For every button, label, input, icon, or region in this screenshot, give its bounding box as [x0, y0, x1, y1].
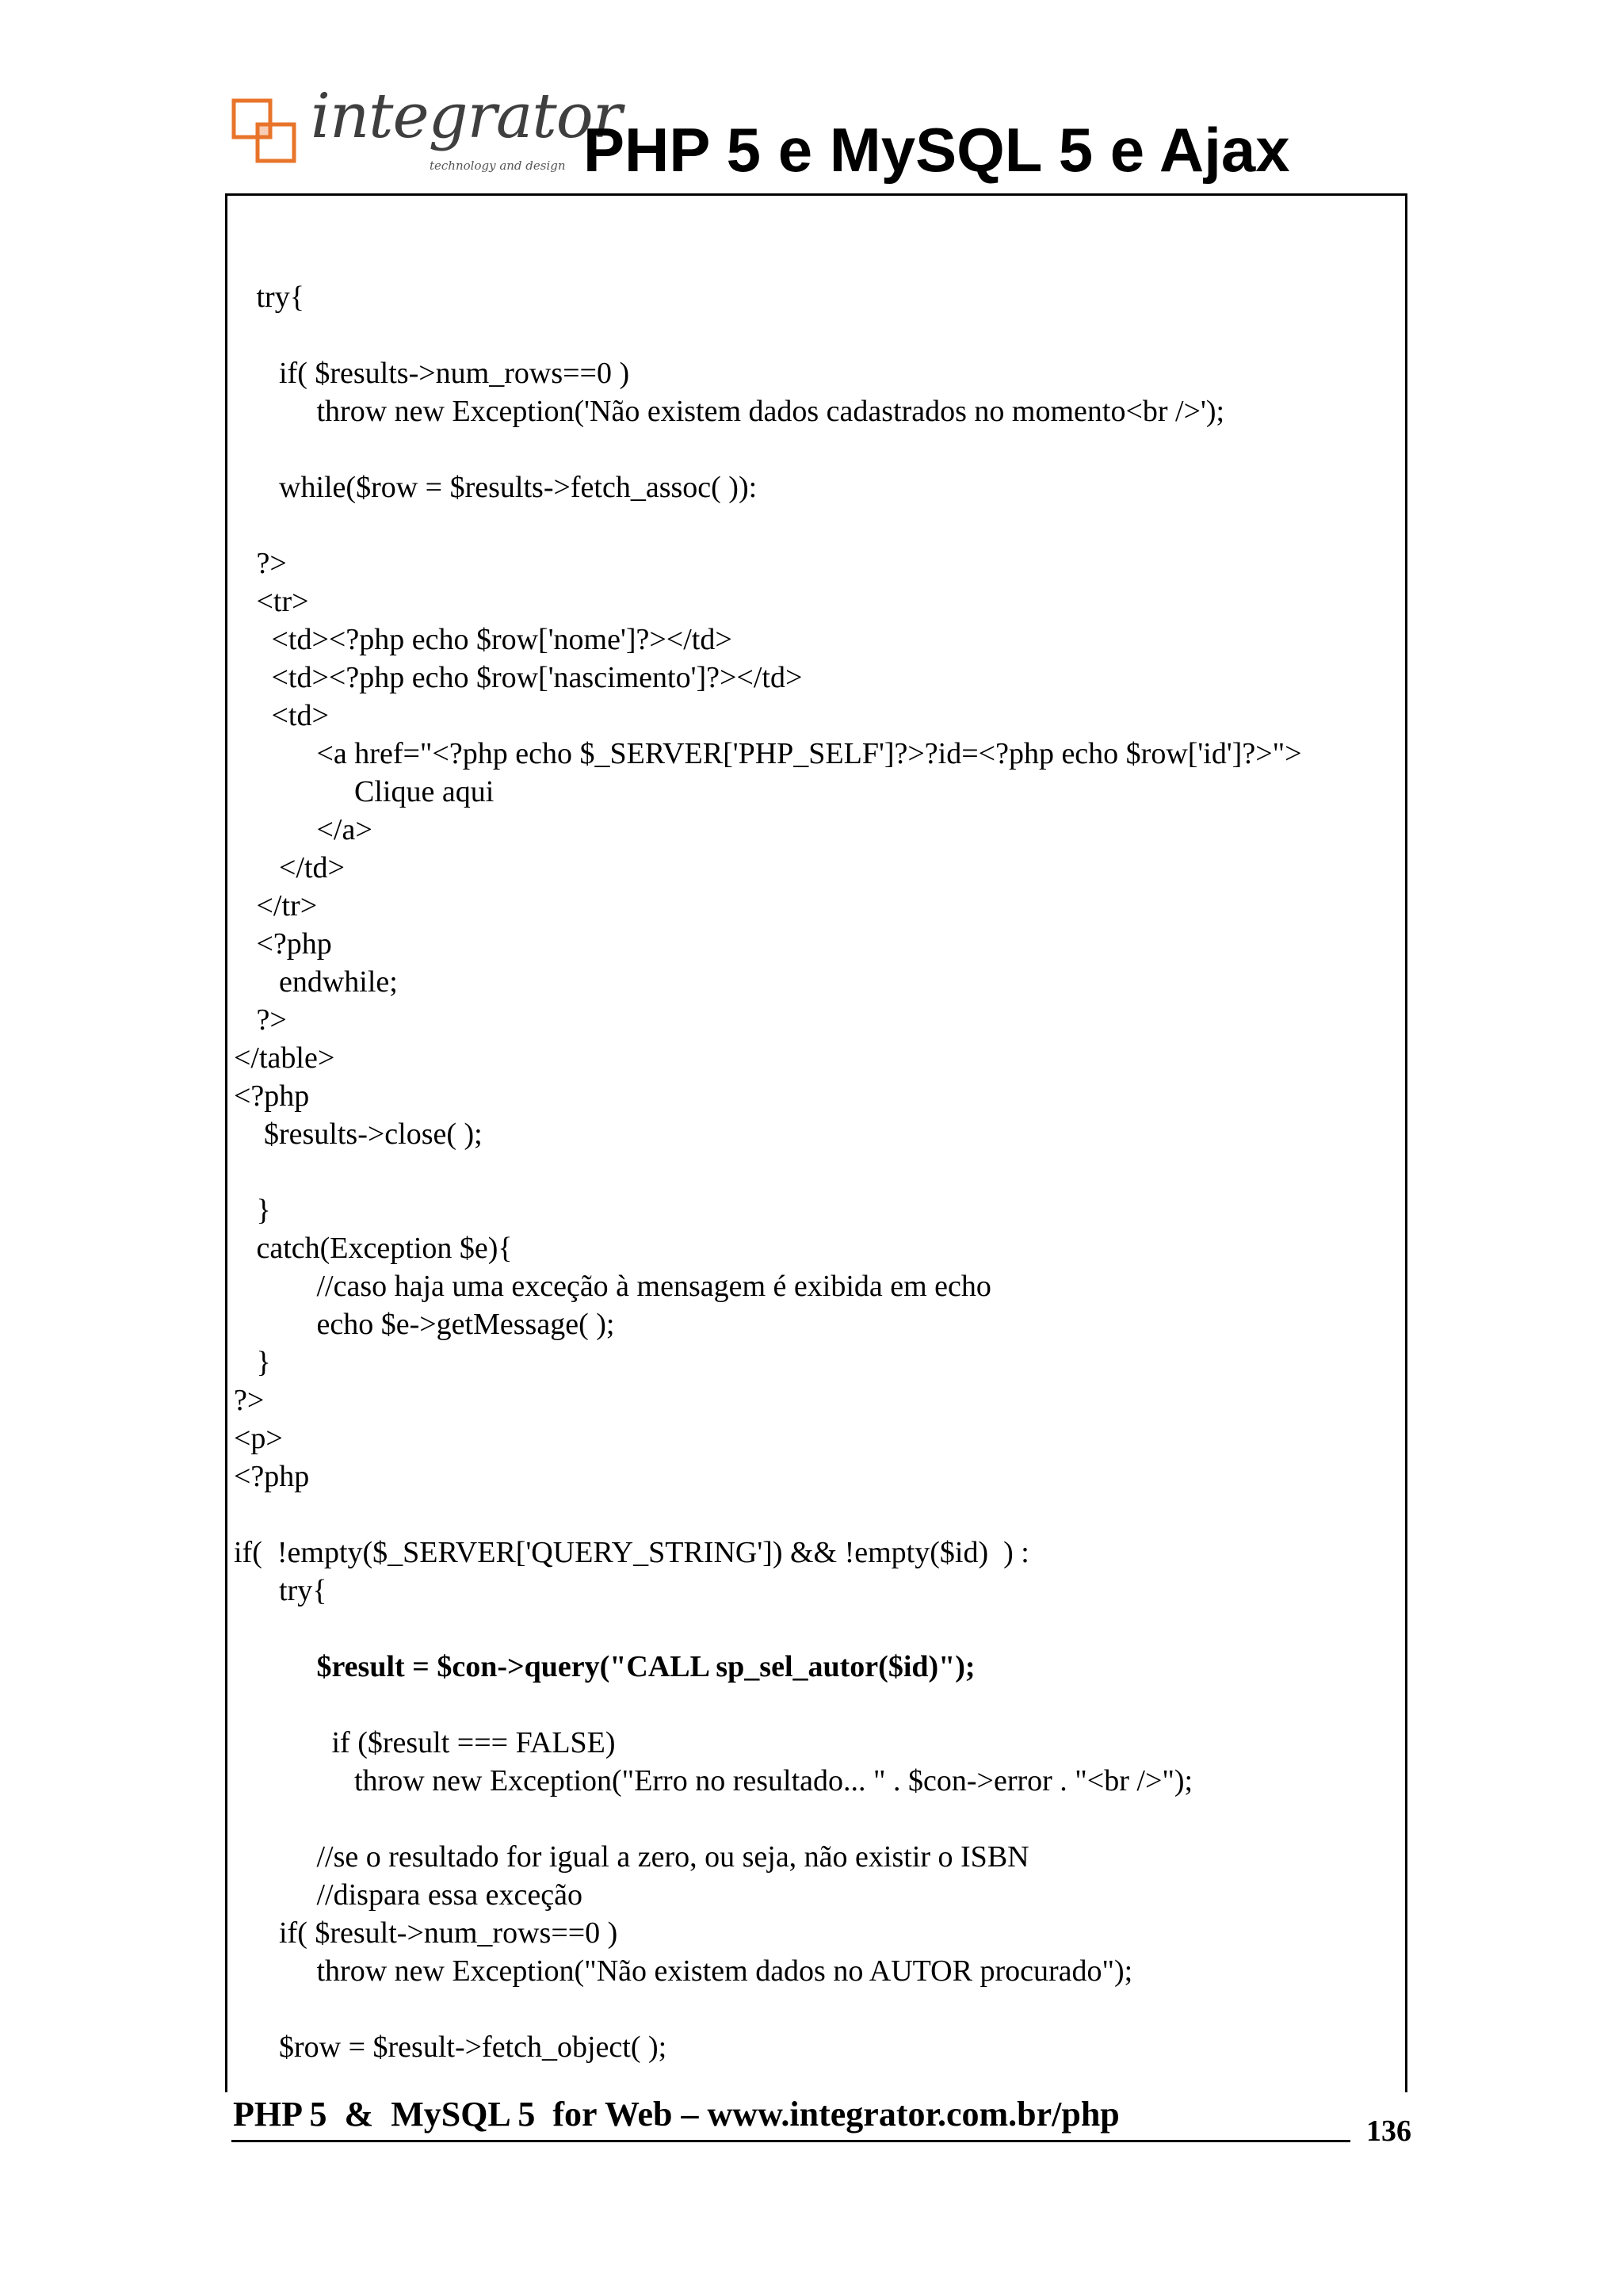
- logo-squares-icon: [231, 98, 298, 165]
- code-line: //se o resultado for igual a zero, ou seja, não existir o ISBN: [234, 1840, 1029, 1874]
- code-line: if( $result->num_rows==0 ): [234, 1916, 618, 1950]
- code-line: while($row = $results->fetch_assoc( )):: [234, 471, 758, 504]
- code-line: Clique aqui: [234, 775, 495, 808]
- code-line: catch(Exception $e){: [234, 1232, 513, 1265]
- code-line: [234, 430, 1384, 468]
- code-line: </table>: [234, 1041, 335, 1075]
- code-line: <a href="<?php echo $_SERVER['PHP_SELF']?>?id=<?php echo $row['id']?>">: [234, 737, 1302, 770]
- code-line: [234, 1990, 1384, 2028]
- page-header: [0, 0, 1623, 206]
- code-line: //caso haja uma exceção à mensagem é exibida em echo: [234, 1270, 991, 1303]
- logo-tagline: technology and design: [430, 159, 566, 173]
- page-footer: [0, 2092, 1623, 2187]
- code-line: if( !empty($_SERVER['QUERY_STRING']) && !empty($id) ) :: [234, 1536, 1029, 1569]
- footer-divider: [231, 2140, 1350, 2142]
- code-line: throw new Exception("Erro no resultado... " . $con->error . "<br />");: [234, 1764, 1193, 1797]
- code-line: [234, 1496, 1384, 1534]
- code-line: <?php: [234, 1460, 310, 1493]
- code-line: $results->close( );: [234, 1117, 483, 1151]
- code-line: [234, 1800, 1384, 1838]
- code-line: <td><?php echo $row['nome']?></td>: [234, 623, 732, 656]
- code-line: <td>: [234, 699, 329, 732]
- code-line: try{: [234, 1574, 327, 1607]
- code-line: ?>: [234, 1384, 265, 1417]
- code-line: try{: [234, 281, 304, 314]
- code-line: <td><?php echo $row['nascimento']?></td>: [234, 661, 803, 694]
- code-listing: [234, 202, 1384, 2092]
- code-line: ?>: [234, 547, 287, 580]
- code-line: ?>: [234, 1003, 287, 1037]
- page-title: PHP 5 e MySQL 5 e Ajax: [583, 115, 1290, 185]
- code-line: </tr>: [234, 889, 318, 923]
- code-line: endwhile;: [234, 965, 398, 999]
- code-line: $row = $result->fetch_object( );: [234, 2030, 667, 2064]
- code-line: //dispara essa exceção: [234, 1878, 582, 1912]
- code-line: }: [234, 1346, 271, 1379]
- code-listing-frame: [225, 193, 1407, 2092]
- code-line: <?php: [234, 1079, 310, 1113]
- code-line: <?php: [234, 927, 332, 961]
- code-line: [234, 2066, 1384, 2092]
- code-line: if ($result === FALSE): [234, 1726, 616, 1759]
- code-line: [234, 506, 1384, 544]
- logo-wordmark: integrator: [311, 81, 621, 152]
- code-line: throw new Exception('Não existem dados cadastrados no momento<br />');: [234, 395, 1225, 428]
- code-line: </a>: [234, 813, 372, 846]
- code-line: <tr>: [234, 585, 309, 618]
- code-line: throw new Exception("Não existem dados no AUTOR procurado");: [234, 1954, 1133, 1988]
- page-number: 136: [1366, 2115, 1411, 2148]
- footer-text: PHP 5 & MySQL 5 for Web – www.integrator.com.br/php: [233, 2095, 1120, 2134]
- code-line: echo $e->getMessage( );: [234, 1308, 615, 1341]
- code-line: if( $results->num_rows==0 ): [234, 357, 630, 390]
- code-line: <p>: [234, 1422, 283, 1455]
- code-line: [234, 1686, 1384, 1724]
- code-line: [234, 1610, 1384, 1648]
- integrator-logo: [231, 81, 621, 181]
- code-line: [234, 316, 1384, 354]
- code-line: </td>: [234, 851, 345, 884]
- code-line: [234, 1153, 1384, 1191]
- code-line: }: [234, 1194, 271, 1227]
- code-line: $result = $con->query("CALL sp_sel_autor($id)");: [234, 1650, 976, 1683]
